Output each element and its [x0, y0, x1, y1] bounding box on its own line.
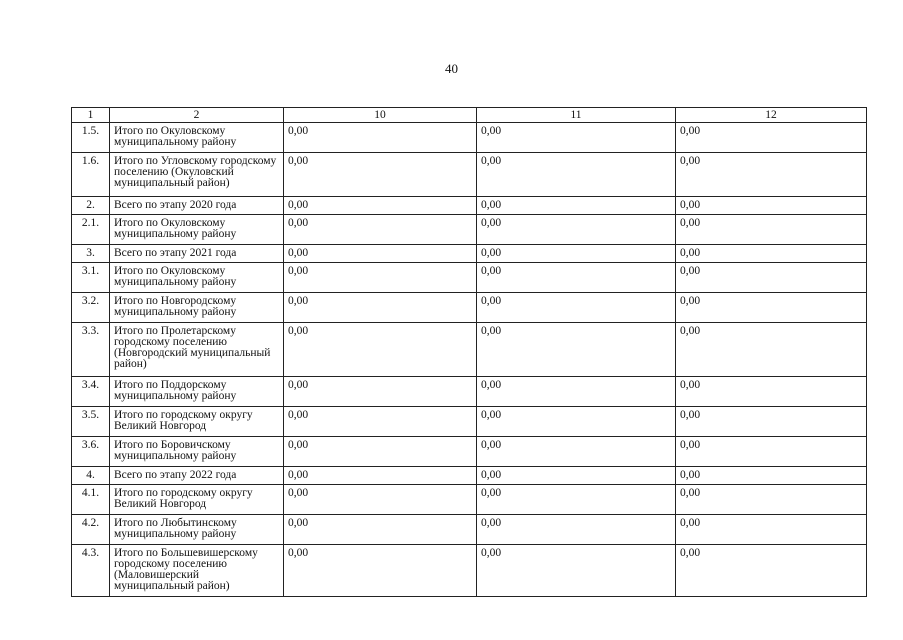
table-row — [72, 215, 867, 245]
row-name: Итого по Окуловскому муниципальному району — [110, 263, 284, 293]
row-number: 3. — [72, 245, 110, 263]
row-number: 3.2. — [72, 293, 110, 323]
value-col-12: 0,00 — [676, 123, 867, 153]
table-row — [72, 293, 867, 323]
row-number: 3.3. — [72, 323, 110, 377]
row-number: 1.5. — [72, 123, 110, 153]
table-row — [72, 467, 867, 485]
column-header: 2 — [110, 108, 284, 123]
value-col-10: 0,00 — [284, 485, 477, 515]
value-col-11: 0,00 — [477, 437, 676, 467]
value-col-10: 0,00 — [284, 467, 477, 485]
value-col-12: 0,00 — [676, 245, 867, 263]
table-row — [72, 377, 867, 407]
table-row — [72, 545, 867, 597]
table-row — [72, 437, 867, 467]
row-number: 3.5. — [72, 407, 110, 437]
table-row — [72, 407, 867, 437]
row-number: 1.6. — [72, 153, 110, 197]
row-number: 4.2. — [72, 515, 110, 545]
table-row — [72, 245, 867, 263]
table-row — [72, 197, 867, 215]
value-col-11: 0,00 — [477, 377, 676, 407]
value-col-12: 0,00 — [676, 515, 867, 545]
table-row — [72, 153, 867, 197]
row-name: Итого по городскому округу Великий Новгород — [110, 407, 284, 437]
value-col-10: 0,00 — [284, 153, 477, 197]
row-number: 3.1. — [72, 263, 110, 293]
value-col-11: 0,00 — [477, 263, 676, 293]
value-col-11: 0,00 — [477, 323, 676, 377]
value-col-11: 0,00 — [477, 123, 676, 153]
value-col-10: 0,00 — [284, 123, 477, 153]
value-col-12: 0,00 — [676, 407, 867, 437]
value-col-12: 0,00 — [676, 263, 867, 293]
value-col-12: 0,00 — [676, 485, 867, 515]
value-col-10: 0,00 — [284, 377, 477, 407]
value-col-12: 0,00 — [676, 437, 867, 467]
value-col-12: 0,00 — [676, 293, 867, 323]
value-col-10: 0,00 — [284, 245, 477, 263]
value-col-10: 0,00 — [284, 515, 477, 545]
column-header: 11 — [477, 108, 676, 123]
row-number: 4.3. — [72, 545, 110, 597]
value-col-12: 0,00 — [676, 215, 867, 245]
table-row — [72, 123, 867, 153]
value-col-10: 0,00 — [284, 197, 477, 215]
row-name: Итого по Окуловскому муниципальному району — [110, 123, 284, 153]
table-row — [72, 515, 867, 545]
row-name: Итого по Пролетарскому городскому поселению (Новгородский муниципальный район) — [110, 323, 284, 377]
value-col-11: 0,00 — [477, 485, 676, 515]
row-name: Итого по Поддорскому муниципальному району — [110, 377, 284, 407]
value-col-10: 0,00 — [284, 263, 477, 293]
value-col-11: 0,00 — [477, 215, 676, 245]
value-col-11: 0,00 — [477, 467, 676, 485]
column-header: 12 — [676, 108, 867, 123]
value-col-12: 0,00 — [676, 377, 867, 407]
value-col-10: 0,00 — [284, 407, 477, 437]
value-col-10: 0,00 — [284, 323, 477, 377]
value-col-11: 0,00 — [477, 407, 676, 437]
row-name: Итого по Окуловскому муниципальному району — [110, 215, 284, 245]
value-col-12: 0,00 — [676, 153, 867, 197]
value-col-10: 0,00 — [284, 215, 477, 245]
row-name: Итого по Угловскому городскому поселению (Окуловский муниципальный район) — [110, 153, 284, 197]
column-header: 10 — [284, 108, 477, 123]
page-number: 40 — [445, 61, 458, 76]
row-number: 4. — [72, 467, 110, 485]
value-col-12: 0,00 — [676, 197, 867, 215]
table-header-row — [72, 108, 867, 123]
data-table — [71, 107, 867, 597]
value-col-12: 0,00 — [676, 467, 867, 485]
row-number: 2.1. — [72, 215, 110, 245]
row-name: Итого по Новгородскому муниципальному району — [110, 293, 284, 323]
value-col-11: 0,00 — [477, 293, 676, 323]
value-col-11: 0,00 — [477, 153, 676, 197]
row-name: Всего по этапу 2022 года — [110, 467, 284, 485]
value-col-11: 0,00 — [477, 197, 676, 215]
table-row — [72, 263, 867, 293]
column-header: 1 — [72, 108, 110, 123]
row-number: 3.6. — [72, 437, 110, 467]
row-name: Всего по этапу 2020 года — [110, 197, 284, 215]
value-col-10: 0,00 — [284, 293, 477, 323]
row-number: 2. — [72, 197, 110, 215]
value-col-10: 0,00 — [284, 437, 477, 467]
value-col-11: 0,00 — [477, 515, 676, 545]
value-col-11: 0,00 — [477, 545, 676, 597]
row-name: Итого по городскому округу Великий Новгород — [110, 485, 284, 515]
value-col-12: 0,00 — [676, 545, 867, 597]
row-name: Всего по этапу 2021 года — [110, 245, 284, 263]
value-col-11: 0,00 — [477, 245, 676, 263]
row-name: Итого по Боровичскому муниципальному району — [110, 437, 284, 467]
value-col-12: 0,00 — [676, 323, 867, 377]
row-name: Итого по Любытинскому муниципальному району — [110, 515, 284, 545]
table-row — [72, 485, 867, 515]
value-col-10: 0,00 — [284, 545, 477, 597]
row-number: 4.1. — [72, 485, 110, 515]
table-row — [72, 323, 867, 377]
row-name: Итого по Большевишерскому городскому поселению (Маловишерский муниципальный район) — [110, 545, 284, 597]
row-number: 3.4. — [72, 377, 110, 407]
